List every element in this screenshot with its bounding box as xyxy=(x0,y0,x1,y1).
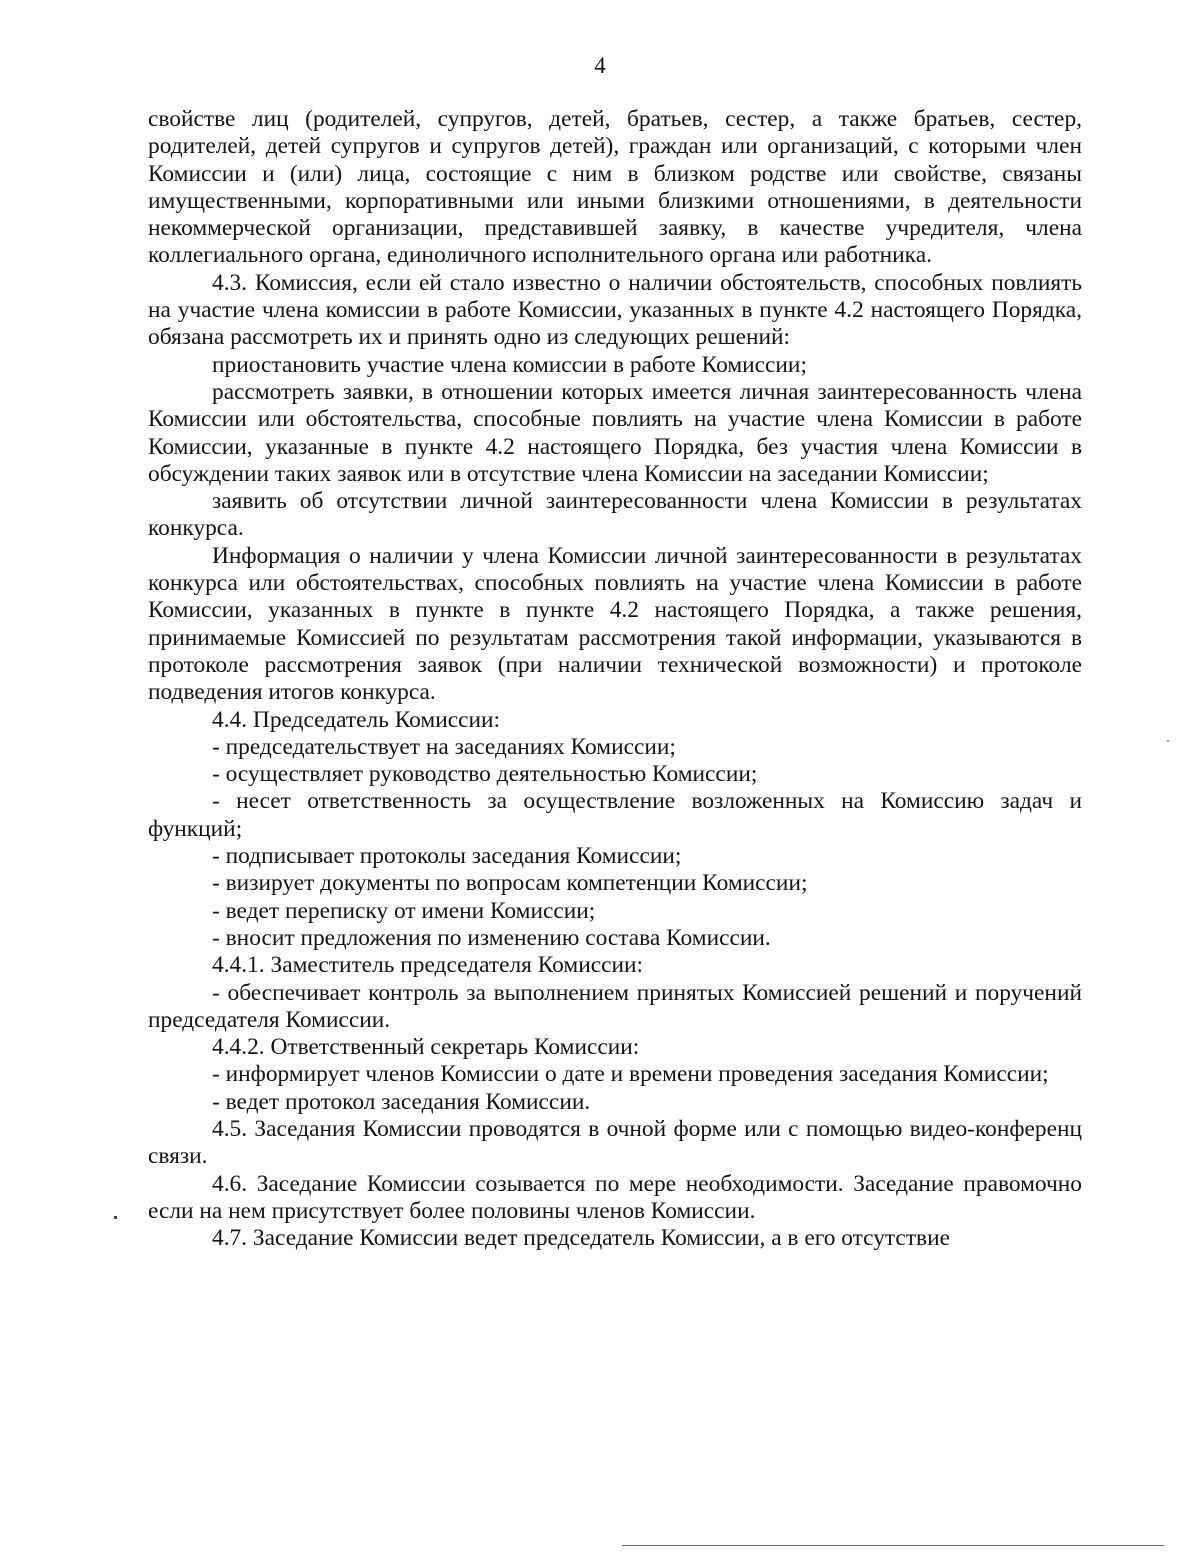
list-item: - ведет переписку от имени Комиссии; xyxy=(212,897,596,924)
footer-rule xyxy=(622,1545,1164,1546)
list-item: - осуществляет руководство деятельностью Комиссии; xyxy=(212,761,758,788)
list-item: - председательствует на заседаниях Комиссии; xyxy=(212,733,676,760)
paragraph-decision-review: рассмотреть заявки, в отношении которых имеется личная заинтересованность члена Комиссии или обстоятельства, способные повлиять на участие члена Комиссии в работе Комиссии, указанные в пункте 4.2 настоящего Порядка, без участия члена Комиссии в обсуждении таких заявок или в отсутствие члена Комиссии на заседании Комиссии; xyxy=(148,378,1082,487)
list-item: - информирует членов Комиссии о дате и времени проведения заседания Комиссии; xyxy=(212,1061,1049,1088)
page-number: 4 xyxy=(594,53,606,78)
list-item: - вносит предложения по изменению состава Комиссии. xyxy=(212,924,771,951)
paragraph-continuation: свойстве лиц (родителей, супругов, детей, братьев, сестер, а также братьев, сестер, родителей, детей супругов и супругов детей), граждан или организаций, с которыми член Комиссии и (или) лица, состоящие с ним в близком родстве или свойстве, связаны имущественными, корпоративными или иными близкими отношениями, в деятельности некоммерческой организации, представившей заявку, в качестве учредителя, члена коллегиального органа, единоличного исполнительного органа или работника. xyxy=(148,106,1082,269)
scan-speck xyxy=(1167,740,1169,742)
list-item: - визирует документы по вопросам компетенции Комиссии; xyxy=(212,870,808,897)
paragraph-4-4: 4.4. Председатель Комиссии: xyxy=(212,706,501,733)
paragraph-4-4-1: 4.4.1. Заместитель председателя Комиссии: xyxy=(212,952,644,979)
list-item: - несет ответственность за осуществление возложенных на Комиссию задач и функций; xyxy=(148,788,1082,842)
paragraph-information: Информация о наличии у члена Комиссии личной заинтересованности в результатах конкурса или обстоятельствах, способных повлиять на участие члена Комиссии в работе Комиссии, указанных в пункте в пункте 4.2 настоящего Порядка, а также решения, принимаемые Комиссией по результатам рассмотрения такой информации, указываются в протоколе рассмотрения заявок (при наличии технической возможности) и протоколе подведения итогов конкурса. xyxy=(148,542,1082,706)
list-item: - подписывает протоколы заседания Комиссии; xyxy=(212,843,682,870)
paragraph-decision-declare: заявить об отсутствии личной заинтересованности члена Комиссии в результатах конкурса. xyxy=(148,488,1082,542)
paragraph-4-5: 4.5. Заседания Комиссии проводятся в очной форме или с помощью видео-конференц связи. xyxy=(148,1115,1082,1170)
paragraph-decision-suspend: приостановить участие члена комиссии в работе Комиссии; xyxy=(212,351,807,378)
paragraph-4-7: 4.7. Заседание Комиссии ведет председатель Комиссии, а в его отсутствие xyxy=(212,1225,950,1252)
list-item: - ведет протокол заседания Комиссии. xyxy=(212,1088,591,1115)
scan-speck xyxy=(114,1216,117,1219)
list-item: - обеспечивает контроль за выполнением принятых Комиссией решений и поручений председателя Комиссии. xyxy=(148,979,1082,1033)
document-body xyxy=(148,106,1082,1252)
paragraph-4-4-2: 4.4.2. Ответственный секретарь Комиссии: xyxy=(212,1034,640,1061)
paragraph-4-6: 4.6. Заседание Комиссии созывается по мере необходимости. Заседание правомочно если на нем присутствует более половины членов Комиссии. xyxy=(148,1170,1082,1224)
paragraph-4-3: 4.3. Комиссия, если ей стало известно о наличии обстоятельств, способных повлиять на участие члена комиссии в работе Комиссии, указанных в пункте 4.2 настоящего Порядка, обязана рассмотреть их и принять одно из следующих решений: xyxy=(148,269,1082,351)
